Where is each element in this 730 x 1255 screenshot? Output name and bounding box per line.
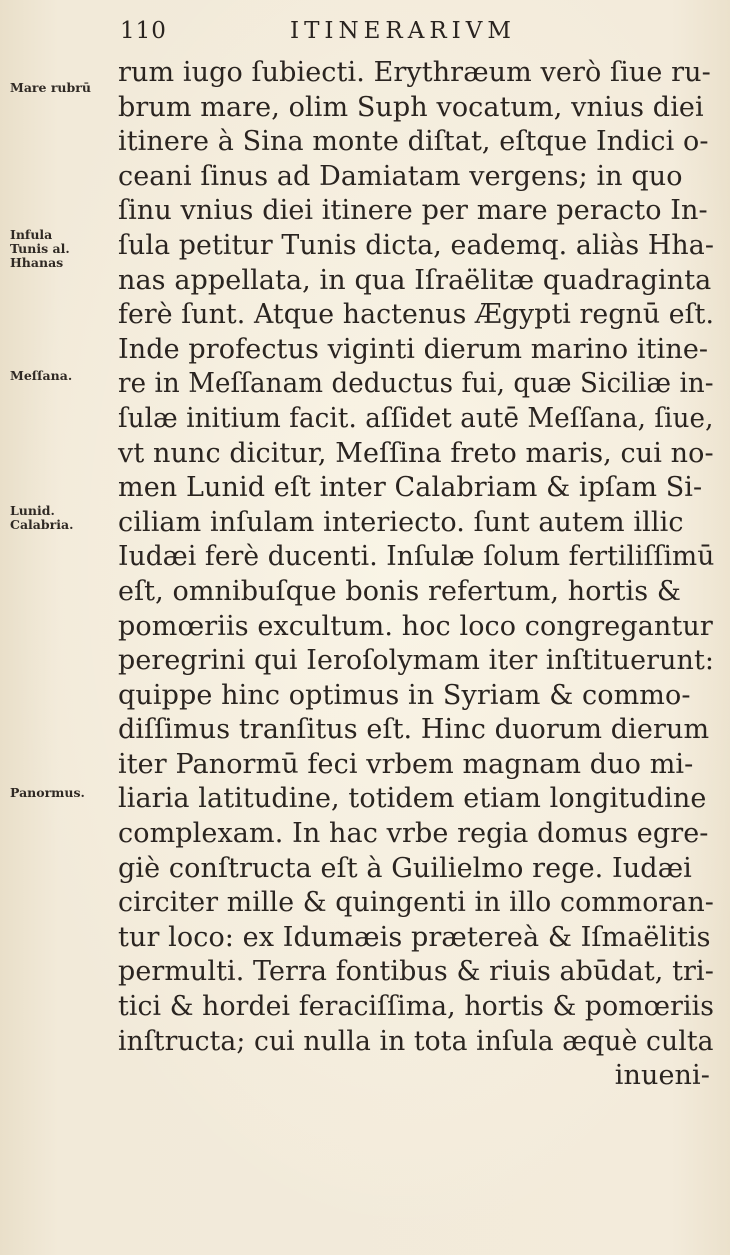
text-line: eſt, omnibuſque bonis refertum, hortis & bbox=[118, 575, 682, 607]
text-line: complexam. In hac vrbe regia domus egre- bbox=[118, 818, 709, 850]
text-line: ceani ſinus ad Damiatam vergens; in quo bbox=[118, 160, 683, 192]
text-line: circiter mille & quingenti in illo commoran- bbox=[118, 887, 714, 919]
text-line: rum iugo ſubiecti. Erythræum verò ſiue ru- bbox=[118, 57, 711, 88]
text-line: diſſimus tranſitus eſt. Hinc duorum dierum bbox=[118, 714, 710, 746]
text-line: permulti. Terra fontibus & riuis abūdat, tri- bbox=[118, 956, 714, 988]
margin-note-messana: Meſſana. bbox=[10, 368, 73, 383]
margin-note-mare-rubrum: Mare rubrū bbox=[10, 80, 91, 95]
text-line: men Lunid eſt inter Calabriam & ipſam Si- bbox=[118, 472, 703, 504]
text-line: re in Meſſanam deductus fui, quæ Siciliæ in- bbox=[118, 368, 714, 400]
page-header bbox=[120, 18, 660, 52]
running-title: ITINERARIVM bbox=[290, 18, 516, 44]
text-line: brum mare, olim Suph vocatum, vnius diei bbox=[118, 91, 704, 123]
text-line: pomœriis excultum. hoc loco congregantur bbox=[118, 610, 713, 642]
text-line: Inde profectus viginti dierum marino itine- bbox=[118, 333, 709, 365]
text-line: quippe hinc optimus in Syriam & commo- bbox=[118, 679, 691, 711]
text-line: peregrini qui Ieroſolymam iter inſtituerunt: bbox=[118, 645, 715, 677]
text-line: ferè ſunt. Atque hactenus Ægypti regnū eſt. bbox=[118, 299, 715, 331]
text-line: ſinu vnius diei itinere per mare peracto In- bbox=[118, 195, 708, 227]
text-line: inſtructa; cui nulla in tota inſula æquè culta bbox=[118, 1025, 714, 1057]
text-line: ſulæ initium facit. aſſidet autē Meſſana, ſiue, bbox=[118, 402, 714, 434]
text-line: liaria latitudine, totidem etiam longitudine bbox=[118, 783, 707, 815]
margin-note-lunid-calabria: Lunid. Calabria. bbox=[10, 503, 74, 532]
margin-note-insula-tunis: Infula Tunis al. Hhanas bbox=[10, 227, 70, 270]
body-text bbox=[118, 56, 718, 1094]
text-line: iter Panormū feci vrbem magnam duo mi- bbox=[118, 748, 694, 780]
text-line: tur loco: ex Idumæis prætereà & Iſmaëlitis bbox=[118, 921, 711, 953]
text-line: tici & hordei feraciſſima, hortis & pomœriis bbox=[118, 991, 715, 1023]
text-line: ſula petitur Tunis dicta, eademq. aliàs Hha- bbox=[118, 229, 715, 261]
text-line: Iudæi ferè ducenti. Inſulæ ſolum fertiliſſimū bbox=[118, 541, 715, 573]
text-line: itinere à Sina monte diſtat, eſtque Indici o- bbox=[118, 126, 709, 158]
text-line: nas appellata, in qua Iſraëlitæ quadraginta bbox=[118, 264, 712, 296]
text-line: ciliam inſulam interiecto. ſunt autem illic bbox=[118, 506, 684, 538]
text-line: giè conſtructa eſt à Guilielmo rege. Iudæi bbox=[118, 852, 692, 884]
catchword: inueni- bbox=[614, 1060, 710, 1092]
text-line: vt nunc dicitur, Meſſina freto maris, cui no- bbox=[118, 437, 714, 469]
page-number: 110 bbox=[120, 18, 167, 44]
margin-note-panormus: Panormus. bbox=[10, 785, 85, 800]
